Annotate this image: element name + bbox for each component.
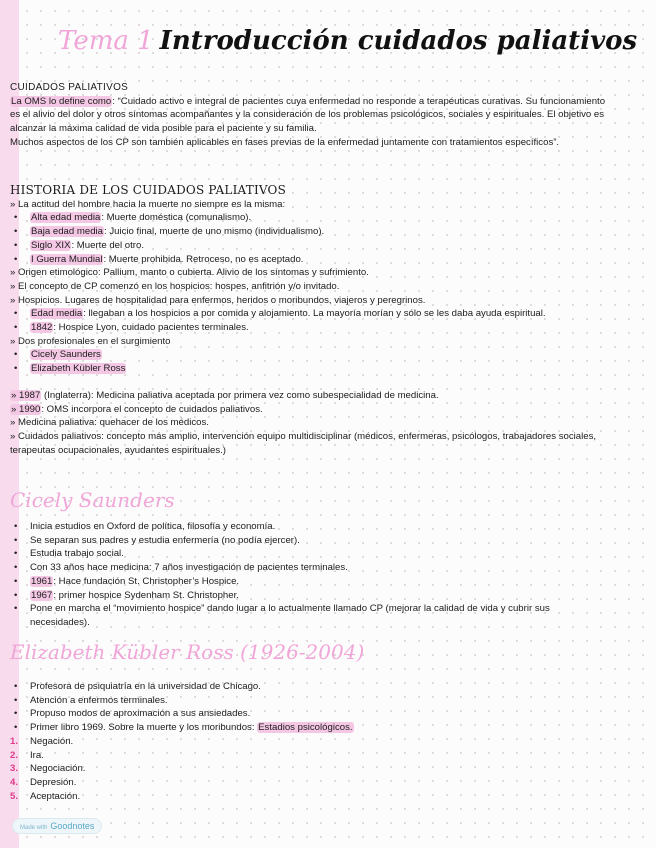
goodnotes-badge [12, 818, 102, 834]
history-point: » Origen etimológico: Pallium, manto o cubierta. Alivio de los síntomas y sufrimiento. [10, 267, 369, 279]
list-item: • Profesora de psiquiatría en la universidad de Chicago. [10, 680, 610, 694]
timeline-label: » 1987 [11, 389, 41, 401]
stage-text: Negación. [30, 735, 74, 747]
hospice-text: : Hospice Lyon, cuidado pacientes terminales. [53, 322, 249, 334]
item-text: : primer hospice Sydenham St. Christopher. [53, 589, 239, 601]
list-item [10, 362, 610, 376]
goodnotes-logo: Goodnotes [50, 821, 95, 831]
history-heading: HISTORIA DE LOS CUIDADOS PALIATIVOS [10, 183, 286, 197]
intro-heading: CUIDADOS PALIATIVOS [10, 82, 129, 93]
kubler-heading: Elizabeth Kübler Ross (1926-2004) [10, 640, 365, 664]
professional-name: Elizabeth Kübler Ross [31, 363, 126, 375]
list-item [10, 749, 610, 763]
professionals-intro: » Dos profesionales en el surgimiento [10, 335, 171, 347]
list-item [10, 520, 610, 534]
stage-number: 2. [10, 749, 19, 761]
hospice-label: 1842 [31, 322, 53, 334]
intro-definition [10, 95, 610, 136]
intro-section [10, 81, 610, 150]
item-text: : Hace fundación St. Christopher’s Hospice. [53, 575, 240, 587]
timeline-item: » Medicina paliativa: quehacer de los médicos. [10, 417, 209, 429]
list-item [10, 735, 610, 749]
list-item [10, 721, 610, 735]
list-item [10, 239, 610, 253]
list-item [10, 348, 610, 362]
saunders-section [10, 520, 610, 630]
history-section [10, 184, 610, 457]
list-item [10, 575, 610, 589]
eras-list [10, 211, 610, 266]
era-label: Baja edad media [31, 226, 104, 238]
list-item [10, 776, 610, 790]
list-item [10, 211, 610, 225]
stage-text: Negociación. [30, 763, 86, 775]
timeline-item [10, 403, 610, 417]
item-text: Inicia estudios en Oxford de política, filosofía y economía. [30, 521, 276, 532]
item-text: Pone en marcha el “movimiento hospice” dando lugar a lo actualmente llamado CP (mejorar la calidad de vida y cubrir sus necesidades). [30, 603, 550, 628]
title-topic: Tema 1 [58, 26, 154, 56]
list-item [10, 534, 610, 548]
list-item [10, 253, 610, 267]
stage-text: Aceptación. [30, 790, 81, 802]
stage-text: Depresión. [30, 776, 77, 788]
intro-extra: Muchos aspectos de los CP son también aplicables en fases previas de la enfermedad juntamente con tratamientos específicos”. [10, 136, 560, 148]
list-item: • Atención a enfermos terminales. [10, 694, 610, 708]
hospice-list [10, 307, 610, 334]
timeline-text: : OMS incorpora el concepto de cuidados paliativos. [41, 403, 263, 415]
era-label: Alta edad media [31, 212, 101, 224]
stage-text: Ira. [30, 749, 44, 761]
item-label: 1967 [31, 589, 53, 601]
history-point: » Hospicios. Lugares de hospitalidad para enfermos, heridos o moribundos, viajeros y peregrinos. [10, 294, 426, 306]
stage-number: 3. [10, 763, 19, 775]
title-text: Introducción cuidados paliativos [159, 26, 638, 56]
item-label: 1961 [31, 575, 53, 587]
item-text: Con 33 años hace medicina: 7 años investigación de pacientes terminales. [30, 562, 348, 574]
list-item [10, 547, 610, 561]
spacer [10, 376, 610, 389]
timeline-text: (Inglaterra): Medicina paliativa aceptada por primera vez como subespecialidad de medicina. [41, 389, 439, 401]
made-with-label: Made with [20, 825, 48, 831]
list-item [10, 225, 610, 239]
saunders-list [10, 520, 610, 630]
book-label: Estadios psicológicos. [258, 722, 353, 734]
list-item [10, 762, 610, 776]
kubler-section [10, 680, 610, 803]
saunders-heading: Cicely Saunders [10, 488, 175, 512]
professionals-list [10, 348, 610, 375]
list-item [10, 790, 610, 804]
era-label: I Guerra Mundial [31, 253, 103, 265]
definition-text: : “Cuidado activo e integral de pacientes cuya enfermedad no responde a terapéuticas curativas. Su funcionamiento es el alivio del dolor y otros síntomas acompañantes y la consideración de los problemas psicológicos, sociales y espirituales. El objetivo es alcanzar la máxima calidad de vida posible para el paciente y su familia. [10, 95, 606, 135]
era-text: : Muerte del otro. [71, 239, 144, 251]
list-item [10, 589, 610, 603]
era-text: : Juicio final, muerte de uno mismo (individualismo). [104, 226, 325, 238]
stages-list [10, 735, 610, 804]
history-intro: » La actitud del hombre hacia la muerte no siempre es la misma: [10, 198, 286, 210]
kubler-list [10, 680, 610, 735]
list-item [10, 307, 610, 321]
timeline-label: » 1990 [11, 403, 41, 415]
era-text: : Muerte doméstica (comunalismo). [101, 212, 252, 224]
era-label: Siglo XIX [31, 239, 71, 251]
stage-number: 4. [10, 776, 19, 788]
timeline-item: » Cuidados paliativos: concepto más amplio, intervención equipo multidisciplinar (médicos, enfermeras, psicólogos, trabajadores sociales, terapeutas ocupacionales, ayudantes espirituales.) [10, 430, 597, 456]
professional-name: Cicely Saunders [31, 349, 101, 361]
book-text: Primer libro 1969. Sobre la muerte y los moribundos: [30, 722, 258, 734]
hospice-label: Edad media [31, 308, 83, 320]
history-point: » El concepto de CP comenzó en los hospicios: hospes, anfitrión y/o invitado. [10, 280, 340, 292]
list-item [10, 602, 610, 629]
hospice-text: : llegaban a los hospicios a por comida y alojamiento. La mayoría morían y sólo se les daba ayuda espiritual. [83, 308, 546, 320]
list-item: • Propuso modos de aproximación a sus ansiedades. [10, 707, 610, 721]
stage-number: 5. [10, 790, 19, 802]
list-item [10, 321, 610, 335]
page-title [58, 26, 637, 56]
stage-number: 1. [10, 735, 19, 747]
oms-label: La OMS lo define como [11, 95, 112, 107]
item-text: Se separan sus padres y estudia enfermería (no podía ejercer). [30, 534, 300, 546]
era-text: : Muerte prohibida. Retroceso, no es aceptado. [103, 253, 304, 265]
list-item [10, 561, 610, 575]
timeline-item [10, 389, 610, 403]
item-text: Estudia trabajo social. [30, 548, 124, 560]
